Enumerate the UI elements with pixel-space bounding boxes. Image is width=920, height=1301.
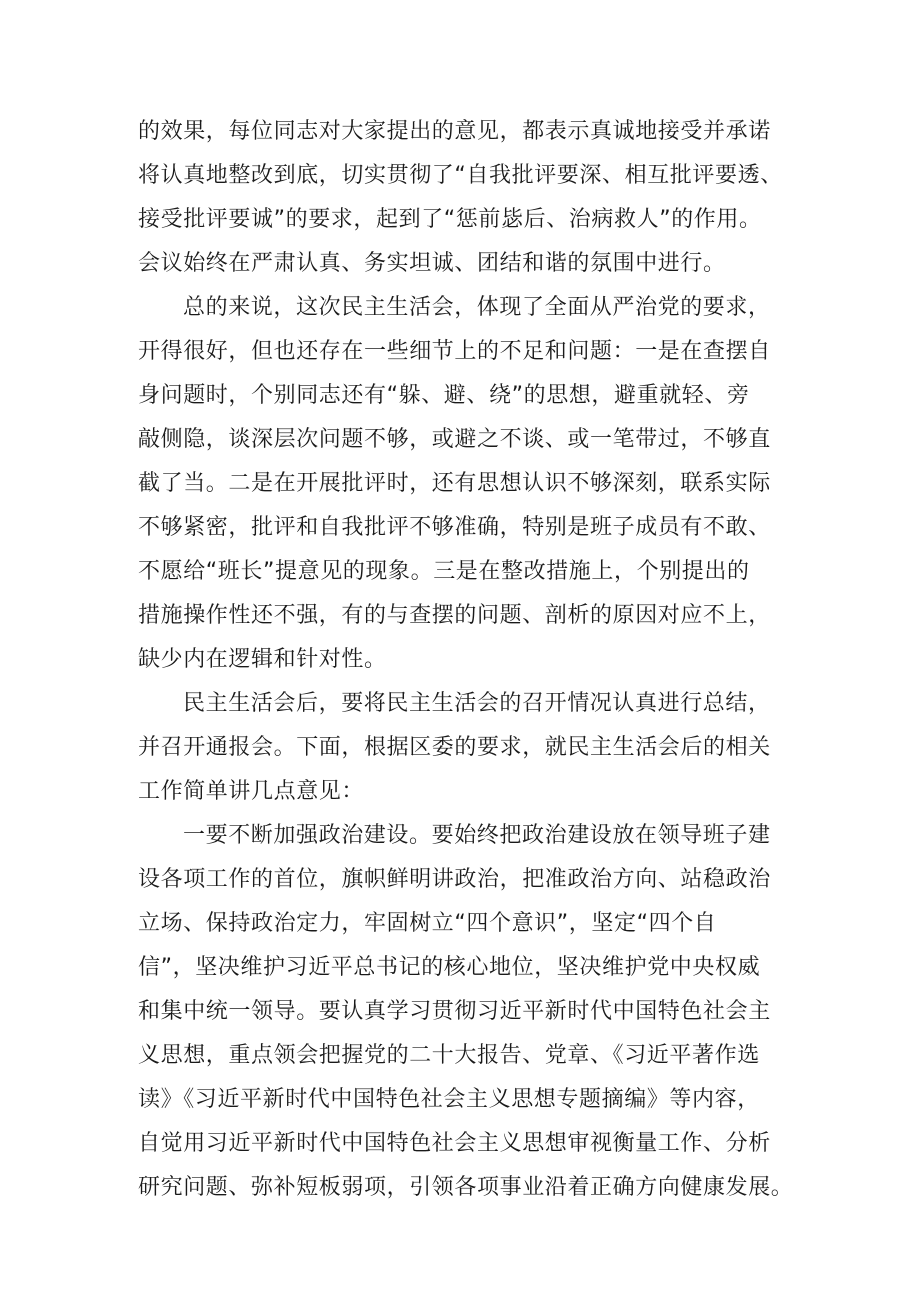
paragraph-first-line: 民主生活会后，要将民主生活会的召开情况认真进行总结， <box>183 691 771 716</box>
text-line: 身问题时，个别同志还有“躲、避、绕”的思想，避重就轻、旁 <box>138 383 750 408</box>
text-line: 的效果，每位同志对大家提出的意见，都表示真诚地接受并承诺 <box>138 119 771 144</box>
text-line: 自觉用习近平新时代中国特色社会主义思想审视衡量工作、分析 <box>138 1131 771 1156</box>
text-line: 措施操作性还不强，有的与查摆的问题、剖析的原因对应不上， <box>138 603 771 628</box>
text-line: 设各项工作的首位，旗帜鲜明讲政治，把准政治方向、站稳政治 <box>138 867 771 892</box>
text-line: 开得很好，但也还存在一些细节上的不足和问题：一是在查摆自 <box>138 339 771 364</box>
paragraph-first-line: 总的来说，这次民主生活会，体现了全面从严治党的要求， <box>183 295 771 320</box>
text-line: 缺少内在逻辑和针对性。 <box>138 647 387 672</box>
text-line: 信”，坚决维护习近平总书记的核心地位，坚决维护党中央权威 <box>138 955 761 980</box>
paragraph-first-line: 一要不断加强政治建设。要始终把政治建设放在领导班子建 <box>183 823 771 848</box>
text-line: 并召开通报会。下面，根据区委的要求，就民主生活会后的相关 <box>138 735 771 760</box>
text-line: 敲侧隐，谈深层次问题不够，或避之不谈、或一笔带过，不够直 <box>138 427 771 452</box>
text-line: 研究问题、弥补短板弱项，引领各项事业沿着正确方向健康发展。 <box>138 1175 794 1200</box>
text-line: 不够紧密，批评和自我批评不够准确，特别是班子成员有不敢、 <box>138 515 771 540</box>
text-line: 和集中统一领导。要认真学习贯彻习近平新时代中国特色社会主 <box>138 999 771 1024</box>
text-line: 会议始终在严肃认真、务实坦诚、团结和谐的氛围中进行。 <box>138 251 726 276</box>
text-line: 立场、保持政治定力，牢固树立“四个意识”，坚定“四个自 <box>138 911 717 936</box>
text-line: 不愿给“班长”提意见的现象。三是在整改措施上，个别提出的 <box>138 559 750 584</box>
text-line: 截了当。二是在开展批评时，还有思想认识不够深刻，联系实际 <box>138 471 771 496</box>
text-line: 将认真地整改到底，切实贯彻了“自我批评要深、相互批评要透、 <box>138 163 783 188</box>
text-line: 接受批评要诚”的要求，起到了“惩前毖后、治病救人”的作用。 <box>138 207 762 232</box>
text-line: 工作简单讲几点意见： <box>138 779 365 804</box>
text-line: 义思想，重点领会把握党的二十大报告、党章、《习近平著作选 <box>138 1043 760 1068</box>
text-line: 读》《习近平新时代中国特色社会主义思想专题摘编》等内容， <box>138 1087 760 1112</box>
